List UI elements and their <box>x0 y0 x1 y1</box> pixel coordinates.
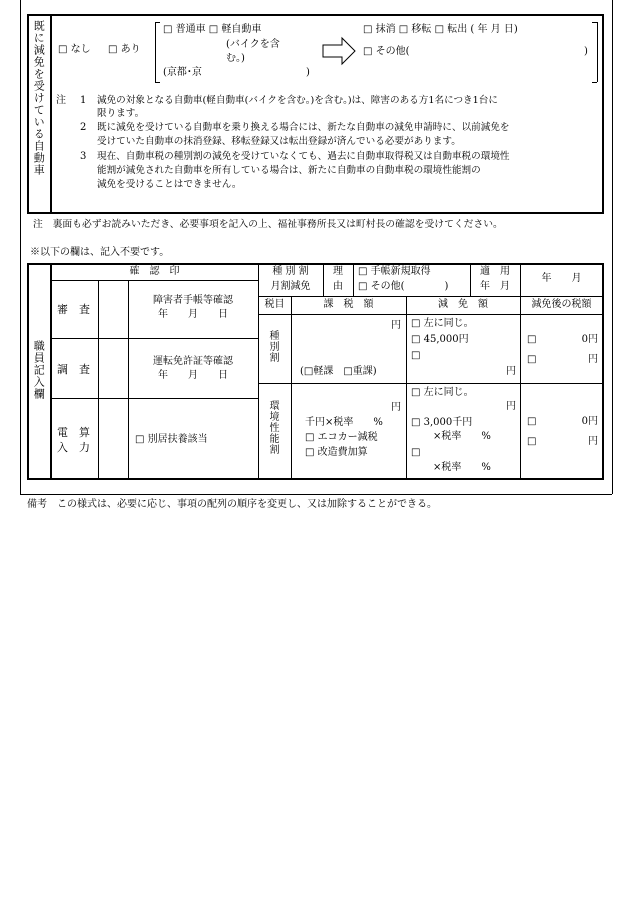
rule <box>258 314 603 315</box>
row2-after-zero: 0円 <box>581 416 598 427</box>
col-kazei: 課 税 額 <box>323 299 374 310</box>
bracket <box>592 82 597 83</box>
row1-after-zero: 0円 <box>581 334 598 345</box>
chousa-label: 調 査 <box>57 363 90 376</box>
row1-other[interactable]: □ <box>411 350 421 361</box>
row1-after-checkbox[interactable]: □ <box>527 334 537 345</box>
col-genmen: 減 免 額 <box>438 299 488 310</box>
row2-eco-checkbox[interactable]: □ エコカー減税 <box>305 432 378 443</box>
apply-header: 適 用 <box>480 266 510 277</box>
rule <box>353 264 354 296</box>
note-text: 現在、自動車税の種別割の減免を受けていなくても、過去に自動車取得税又は自動車税の環境性 <box>97 151 510 162</box>
license-check: 運転免許証等確認 <box>153 356 233 367</box>
row1-same-left[interactable]: □ 左に同じ。 <box>411 318 474 329</box>
separate-support-checkbox[interactable]: □ 別居扶養該当 <box>135 434 208 445</box>
row2-kaizo-checkbox[interactable]: □ 改造費加算 <box>305 447 368 458</box>
divider <box>50 264 52 479</box>
row1-yen2: 円 <box>506 366 516 377</box>
note-text: 受けていた自動車の抹消登録、移転登録又は転出登録が済んでいる必要があります。 <box>97 136 461 147</box>
row2-after-checkbox[interactable]: □ <box>527 416 537 427</box>
note-text: 減免を受けることはできません。 <box>97 179 242 190</box>
row2-rate: 千円×税率 % <box>305 417 383 428</box>
bracket <box>155 82 160 83</box>
shubetsu-header: 月割減免 <box>270 281 311 292</box>
row1-keika[interactable]: (□軽課 □重課) <box>300 366 377 377</box>
vehicle-type-line: (バイクを含 <box>226 39 280 50</box>
handbook-check: 障害者手帳等確認 <box>153 295 233 306</box>
license-date: 年 月 日 <box>158 370 228 381</box>
note-text: 能割が減免された自動車を所有している場合は、新たに自動車の自動車税の環境性能割の <box>97 165 481 176</box>
arrow-right-icon <box>322 36 356 66</box>
action-line[interactable]: □ 抹消 □ 移転 □ 転出 ( 年 月 日) <box>363 24 518 35</box>
confirm-seal-header: 確 認 印 <box>129 266 180 277</box>
rule <box>51 280 258 281</box>
bracket <box>155 22 156 82</box>
row2-other[interactable]: □ <box>411 447 421 458</box>
vehicle-type-line[interactable]: □ 普通車 □ 軽自動車 <box>163 24 262 35</box>
close-paren: ) <box>306 67 310 78</box>
apply-header: 年 月 <box>480 281 510 292</box>
none-checkbox[interactable]: □ なし <box>58 44 91 55</box>
bracket <box>155 22 160 23</box>
back-side-note: 注 裏面も必ずお読みいただき、必要事項を記入の上、福祉事務所長又は町村長の確認を受けてください。 <box>33 219 503 230</box>
row2-after-yen: 円 <box>588 436 598 447</box>
vehicle-type-line: む。) <box>226 53 245 64</box>
row2-after-checkbox[interactable]: □ <box>527 436 537 447</box>
rule <box>406 296 407 479</box>
densan-label: 入 力 <box>57 441 90 454</box>
notes-label: 注 <box>56 95 66 106</box>
shinsa-label: 審 査 <box>57 303 90 316</box>
shubetsu-header: 種 別 割 <box>272 266 309 277</box>
rule <box>258 296 603 297</box>
col-zeimoku: 税目 <box>264 299 285 310</box>
bracket <box>592 22 597 23</box>
divider <box>50 15 52 213</box>
row-kankyo-label: 環境性能割 <box>267 400 278 455</box>
rule <box>51 338 258 339</box>
note-text: 減免の対象となる自動車(軽自動車(バイクを含む。)を含む。)は、障害のある方1名につき1台に <box>97 95 498 106</box>
rule <box>258 383 603 384</box>
reason-new-handbook[interactable]: □ 手帳新規取得 <box>358 266 431 277</box>
row1-yen: 円 <box>391 320 401 331</box>
note-number: 3 <box>80 151 87 162</box>
note-text: 既に減免を受けている自動車を乗り換える場合には、新たな自動車の減免申請時に、以前減免を <box>97 122 510 133</box>
not-required-note: ※以下の欄は、記入不要です。 <box>30 247 170 258</box>
row1-45000[interactable]: □ 45,000円 <box>411 334 469 345</box>
rule <box>98 280 99 479</box>
note-number: 2 <box>80 122 87 133</box>
exempt-side-label: 既に減免を受けている自動車 <box>32 20 46 176</box>
exists-checkbox[interactable]: □ あり <box>108 44 141 55</box>
page-frame <box>20 0 21 494</box>
close-paren: ) <box>584 46 588 57</box>
page-frame <box>612 0 613 494</box>
rule <box>51 398 258 399</box>
row1-after-yen: 円 <box>588 354 598 365</box>
note-number: 1 <box>80 95 87 106</box>
row1-after-checkbox[interactable]: □ <box>527 354 537 365</box>
densan-label: 電 算 <box>57 426 90 439</box>
note-text: 限ります。 <box>97 108 145 119</box>
footer-remark: 備考 この様式は、必要に応じ、事項の配列の順序を変更し、又は加除することができる。 <box>27 499 437 510</box>
other-line[interactable]: □ その他( <box>363 46 410 57</box>
reason-header: 理 <box>333 266 343 277</box>
row2-yen: 円 <box>391 402 401 413</box>
row2-yen2: 円 <box>506 401 516 412</box>
year-month: 年 月 <box>541 273 582 284</box>
row2-rate3: ×税率 % <box>433 462 491 473</box>
page-frame <box>20 494 612 495</box>
reason-header: 由 <box>333 281 343 292</box>
staff-side-label: 職員記入欄 <box>32 340 46 400</box>
handbook-date: 年 月 日 <box>158 309 228 320</box>
col-after: 減免後の税額 <box>531 299 592 310</box>
row2-rate2: ×税率 % <box>433 431 491 442</box>
reason-other[interactable]: □ その他( ) <box>358 281 449 292</box>
row-shubetsu-label: 種別割 <box>267 330 278 363</box>
vehicle-type-line: (京都･京 <box>163 67 202 78</box>
bracket <box>597 22 598 82</box>
row2-3000[interactable]: □ 3,000千円 <box>411 417 473 428</box>
row2-same-left[interactable]: □ 左に同じ。 <box>411 387 474 398</box>
